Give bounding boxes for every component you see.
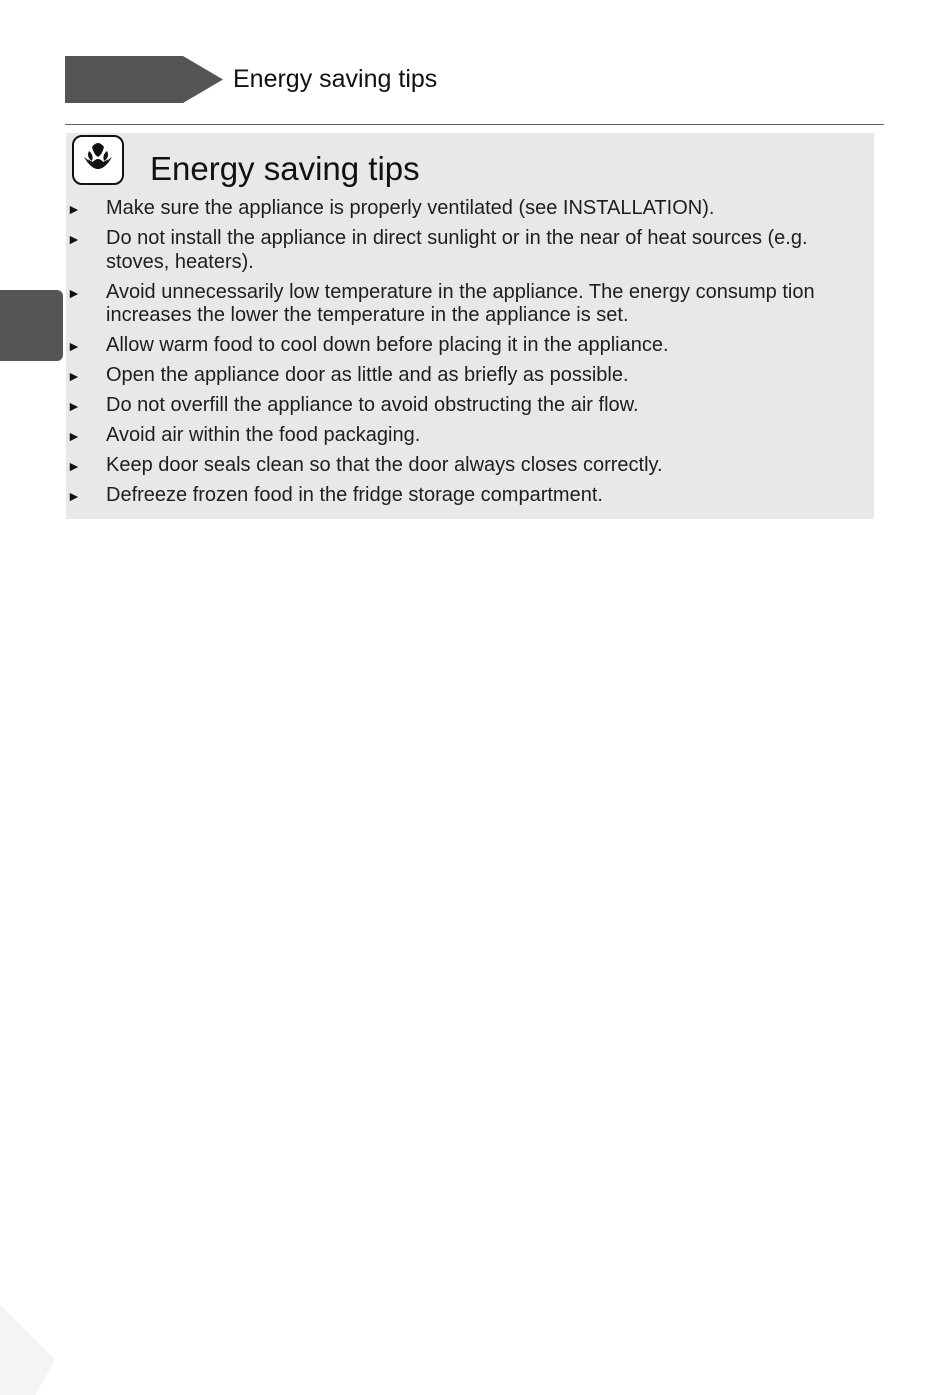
tips-list	[66, 197, 874, 514]
list-item: ► Avoid air within the food packaging.	[66, 424, 874, 448]
list-item: ► Avoid unnecessarily low temperature in the appliance. The energy consump tion increases the lower the temperature in the appliance is set.	[67, 280, 815, 326]
bullet-arrow-icon: ►	[67, 488, 81, 504]
bullet-arrow-icon: ►	[67, 284, 81, 301]
list-item: ► Keep door seals clean so that the door always closes correctly.	[66, 454, 874, 478]
list-item: ► Do not overfill the appliance to avoid obstructing the air flow.	[66, 394, 874, 418]
bullet-arrow-icon: ►	[67, 428, 81, 444]
chapter-title: Energy saving tips	[233, 65, 438, 93]
bullet-arrow-icon: ►	[67, 201, 81, 217]
bullet-arrow-icon: ►	[67, 338, 81, 354]
bullet-arrow-icon: ►	[67, 458, 81, 474]
list-item: ► Defreeze frozen food in the fridge storage compartment.	[66, 484, 874, 508]
side-thumb-tab	[0, 290, 63, 361]
list-item: ► Do not install the appliance in direct sunlight or in the near of heat sources (e.g. stoves, heaters).	[67, 227, 808, 273]
section-title: Energy saving tips	[150, 150, 420, 187]
list-item: ► Open the appliance door as little and as briefly as possible.	[66, 364, 874, 388]
bullet-arrow-icon: ►	[67, 368, 81, 384]
list-item: ► Make sure the appliance is properly ventilated (see INSTALLATION).	[66, 197, 874, 221]
chapter-arrow-tab	[65, 56, 223, 103]
eco-flower-icon	[72, 135, 124, 185]
bullet-arrow-icon: ►	[67, 231, 81, 247]
header-divider	[65, 124, 884, 125]
page-corner-decoration	[0, 1305, 55, 1395]
bullet-arrow-icon: ►	[67, 398, 81, 414]
list-item: ► Allow warm food to cool down before placing it in the appliance.	[66, 334, 874, 358]
